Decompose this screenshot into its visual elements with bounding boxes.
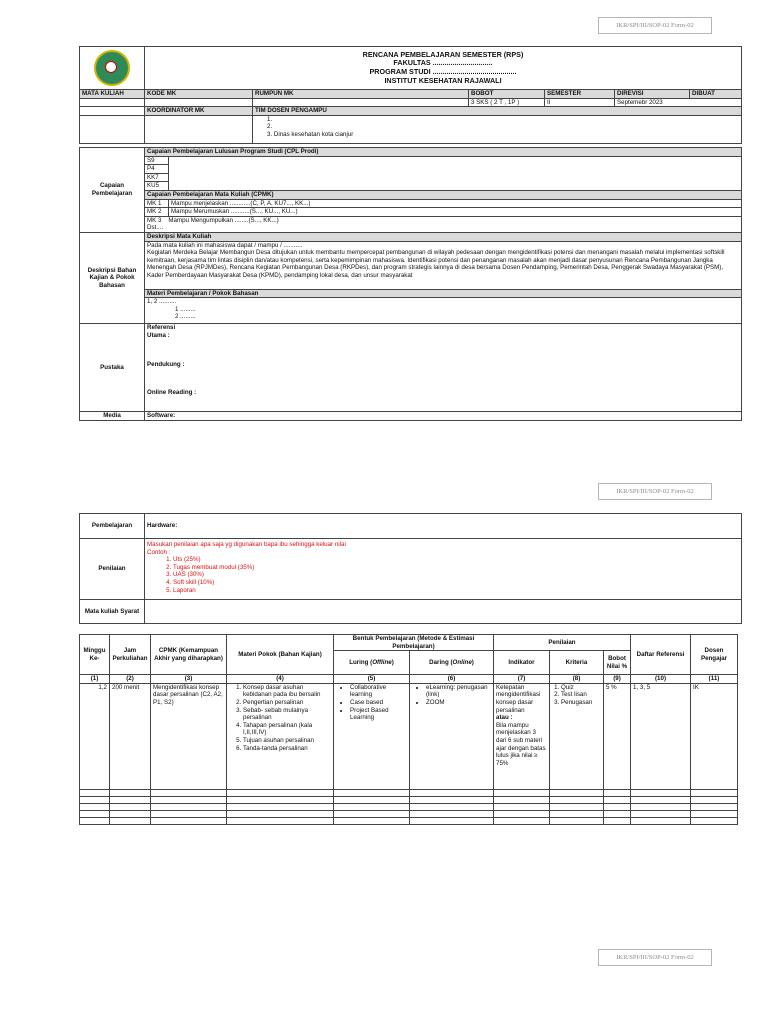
utama-label: Utama : (147, 331, 170, 339)
list-item: • Case based (350, 699, 407, 707)
institute-logo-cell (80, 47, 145, 90)
list-item: 1. Konsep dasar asuhan kebidanan pada ibu bersalin (243, 684, 331, 699)
prodi-line: PROGRAM STUDI .......................................... (369, 67, 517, 76)
fakultas-line: FAKULTAS .............................. (393, 58, 493, 68)
list-item: 1. Quiz (561, 684, 601, 692)
page2-info-table (79, 513, 742, 624)
bobot-value: 3 SKS ( 2 T , 1P ) (469, 98, 545, 107)
tim-item: 3. Dinas kesehatan kota cianjur (267, 130, 354, 138)
cpmk-text: Mampu menjelaskan ............(C, P, A, KU7..., KK...) (169, 199, 742, 208)
tim-dosen-header: TIM DOSEN PENGAMPU (253, 107, 742, 116)
deskripsi-body (145, 241, 742, 289)
mata-kuliah-header: MATA KULIAH (80, 90, 145, 99)
col-daring: Daring (Online) (410, 651, 494, 675)
materi-body (145, 298, 742, 324)
row-daring (410, 683, 494, 789)
contoh-label: Contoh : (147, 548, 171, 556)
row-luring (334, 683, 410, 789)
table-row (80, 796, 738, 803)
tim-dosen-list (253, 115, 742, 143)
online-reading-label: Online Reading : (147, 388, 197, 396)
list-item: • Project Based Learning (350, 707, 407, 722)
list-item: 2. Pengertian persalinan (243, 699, 331, 707)
syarat-side-label: Mata kuliah Syarat (80, 600, 145, 624)
tim-item: 2. (267, 123, 273, 131)
cpl-code: S9 (145, 156, 169, 165)
table-row (80, 810, 738, 817)
pendukung-label: Pendukung : (147, 361, 185, 369)
cpmk-text: Mampu Mengumpulkan ........(S..., KK...) (168, 216, 279, 224)
cp-side-label: Capaian Pembelajaran (80, 148, 145, 233)
deskripsi-line: Pada mata kuliah ini mahasiswa dapat / mampu / ........... (147, 241, 303, 249)
list-item: • eLearning: penugasan (link) (426, 684, 491, 699)
tim-item: 1. (267, 115, 273, 123)
indikator-text: Ketepatan mengidentifikasi konsep dasar persalinan (496, 683, 541, 714)
col-number: (8) (550, 675, 604, 684)
col-jam: Jam Perkuliahan (110, 635, 151, 675)
penilaian-body (145, 539, 742, 600)
rps-title-block (145, 47, 742, 90)
bobot-header: BOBOT (469, 90, 545, 99)
penilaian-item: 4. Soft skill (10%) (173, 579, 739, 587)
table-row (80, 683, 738, 789)
col-kriteria: Kriteria (550, 651, 604, 675)
document-code: IKR/SPI/III/SOP-02 Form-02 (598, 483, 712, 500)
direvisi-header (615, 90, 742, 99)
institute-name: INSTITUT KESEHATAN RAJAWALI (384, 75, 502, 85)
col-indikator: Indikator (494, 651, 550, 675)
cpmk-code: MK 3 (147, 216, 162, 224)
col-cpmk: CPMK (Kemampuan Akhir yang diharapkan) (151, 635, 227, 675)
row-materi (227, 683, 334, 789)
list-item: • ZOOM (426, 699, 491, 707)
dibuat-cell (615, 98, 742, 107)
col-number: (5) (334, 675, 410, 684)
col-bentuk: Bentuk Pembelajaran (Metode & Estimasi Pembelajaran) (334, 635, 494, 651)
col-number: (7) (494, 675, 550, 684)
list-item: 3. Sebab- sebab mulainya persalinan (243, 707, 331, 722)
weekly-plan-table (79, 634, 738, 825)
semester-header: SEMESTER (545, 90, 615, 99)
materi-line: 1, 2 .......... (147, 298, 177, 306)
row-minggu: 1,2 (80, 683, 110, 789)
cpmk-code: Dst.... (147, 224, 164, 232)
cpl-code: P4 (145, 165, 169, 174)
col-luring: Luring (Offline) (334, 651, 410, 675)
row-jam: 200 menit (110, 683, 151, 789)
document-code: IKR/SPI/III/SOP-02 Form-02 (598, 17, 712, 34)
row-bobot: 5 % (604, 683, 631, 789)
penilaian-side-label: Penilaian (80, 539, 145, 600)
software-label: Software: (145, 412, 742, 421)
materi-title: Materi Pembelajaran / Pokok Bahasan (145, 289, 742, 298)
list-item: 3. Penugasan (561, 699, 601, 707)
col-materi: Materi Pokok (Bahan Kajian) (227, 635, 334, 675)
col-number: (6) (410, 675, 494, 684)
kode-mk-header: KODE MK (145, 90, 253, 99)
cpl-code: KU5 (145, 182, 169, 191)
col-minggu: Minggu Ke- (80, 635, 110, 675)
hardware-label: Hardware: (145, 514, 742, 539)
col-number: (11) (691, 675, 738, 684)
rps-title: RENCANA PEMBELAJARAN SEMESTER (RPS) (362, 49, 524, 59)
pembelajaran-side-label: Pembelajaran (80, 514, 145, 539)
rps-body-table (79, 147, 742, 421)
penilaian-note: Masukan penilaian apa saja yg digunakan bapa ibu sehingga keluar nilai (147, 541, 346, 548)
cpl-title: Capaian Pembelajaran Lulusan Program Studi (CPL Prodi) (145, 148, 742, 157)
deskripsi-side-label: Deskripsi Bahan Kajian & Pokok Bahasan (80, 232, 145, 323)
materi-item: 1 ......... (175, 305, 196, 313)
deskripsi-text: Kegiatan Merdeka Belajar Membangun Desa ditujukan untuk membantu mempercepat pembangunan di wilayah pedesaan dengan mengidentifikasi potensi dan menangani masalah melalui implementasi softskill kemitraan, kerjasama tim lintas disiplin dan/atau kompetensi, serta kepemimpinan mahasiswa. Identifikasi potensi dan penanganan masalah akan menjadi dasar penyusunan Rencana Pembangunan Jangka Menengah Desa (RPJMDes), Rencana Kegiatan Pembangunan Desa (RKPDes), dan program strategis lainnya di desa bersama Dosen Pendamping, Pemerintah Desa, Penggerak Swadaya Masyarakat (PSM), Kader Pemberdayaan Masyarakat Desa (KPMD), pendamping lokal desa, dan unsur masyarakat (147, 249, 725, 279)
col-penilaian: Penilaian (494, 635, 631, 651)
rps-header-table (79, 46, 742, 144)
rumpun-mk-header: RUMPUN MK (253, 90, 469, 99)
table-row (80, 817, 738, 824)
referensi-label: Referensi (147, 324, 176, 332)
table-row (80, 803, 738, 810)
row-kriteria (550, 683, 604, 789)
row-referensi: 1, 3, 5 (631, 683, 691, 789)
penilaian-item: 3. UAS (30%) (173, 571, 739, 579)
pustaka-body (145, 324, 742, 412)
col-referensi: Daftar Referensi (631, 635, 691, 675)
cpmk-rest (145, 216, 742, 232)
deskripsi-title: Deskripsi Mata Kuliah (145, 232, 742, 241)
col-dosen: Dosen Pengajar (691, 635, 738, 675)
col-number: (1) (80, 675, 110, 684)
cpl-code: KK7 (145, 173, 169, 182)
dibuat-value: Septemebr 2023 (617, 98, 663, 106)
list-item: 4. Tahapan persalinan (kala I,II,III,IV) (243, 722, 331, 737)
cpmk-title: Capaian Pembelajaran Mata Kuliah (CPMK) (145, 190, 742, 199)
semester-value: II (545, 98, 615, 107)
col-number: (9) (604, 675, 631, 684)
indikator-atau: atau : (496, 714, 513, 722)
cpmk-text: Mampu Merumuskan ...........(S..., KU..., KU...) (169, 208, 742, 217)
col-number: (3) (151, 675, 227, 684)
list-item: 2. Test lisan (561, 691, 601, 699)
media-side-label: Media (80, 412, 145, 421)
koordinator-header: KOORDINATOR MK (145, 107, 253, 116)
institute-logo (94, 50, 130, 86)
indikator-text: Bila mampu menjelaskan 3 dari 6 sub materi ajar dengan batas lulus jika nilai ≥ 75% (496, 721, 546, 767)
col-bobot: Bobot Nilai % (604, 651, 631, 675)
list-item: 6. Tanda-tanda persalinan (243, 745, 331, 753)
direvisi-label: DIREVISI (615, 90, 690, 98)
row-indikator (494, 683, 550, 789)
col-number: (2) (110, 675, 151, 684)
pustaka-side-label: Pustaka (80, 324, 145, 412)
materi-item: 2 ......... (175, 313, 196, 321)
penilaian-item: 1. Uts (25%) (173, 556, 739, 564)
table-row (80, 789, 738, 796)
row-cpmk: Mengidentifikasi konsep dasar persalinan (C2, A2, P1, S2) (151, 683, 227, 789)
list-item: 5. Tujuan asuhan persalinan (243, 737, 331, 745)
document-code: IKR/SPI/III/SOP-02 Form-02 (598, 949, 712, 966)
cpmk-code: MK 2 (145, 208, 169, 217)
penilaian-item: 2. Tugas membuat modul (35%) (173, 564, 739, 572)
col-number: (10) (631, 675, 691, 684)
list-item: • Collaborative learning (350, 684, 407, 699)
cpmk-code: MK 1 (145, 199, 169, 208)
col-number: (4) (227, 675, 334, 684)
penilaian-item: 5. Laporan (173, 587, 739, 595)
dibuat-label: DIBUAT (692, 90, 715, 97)
row-dosen: IK (691, 683, 738, 789)
